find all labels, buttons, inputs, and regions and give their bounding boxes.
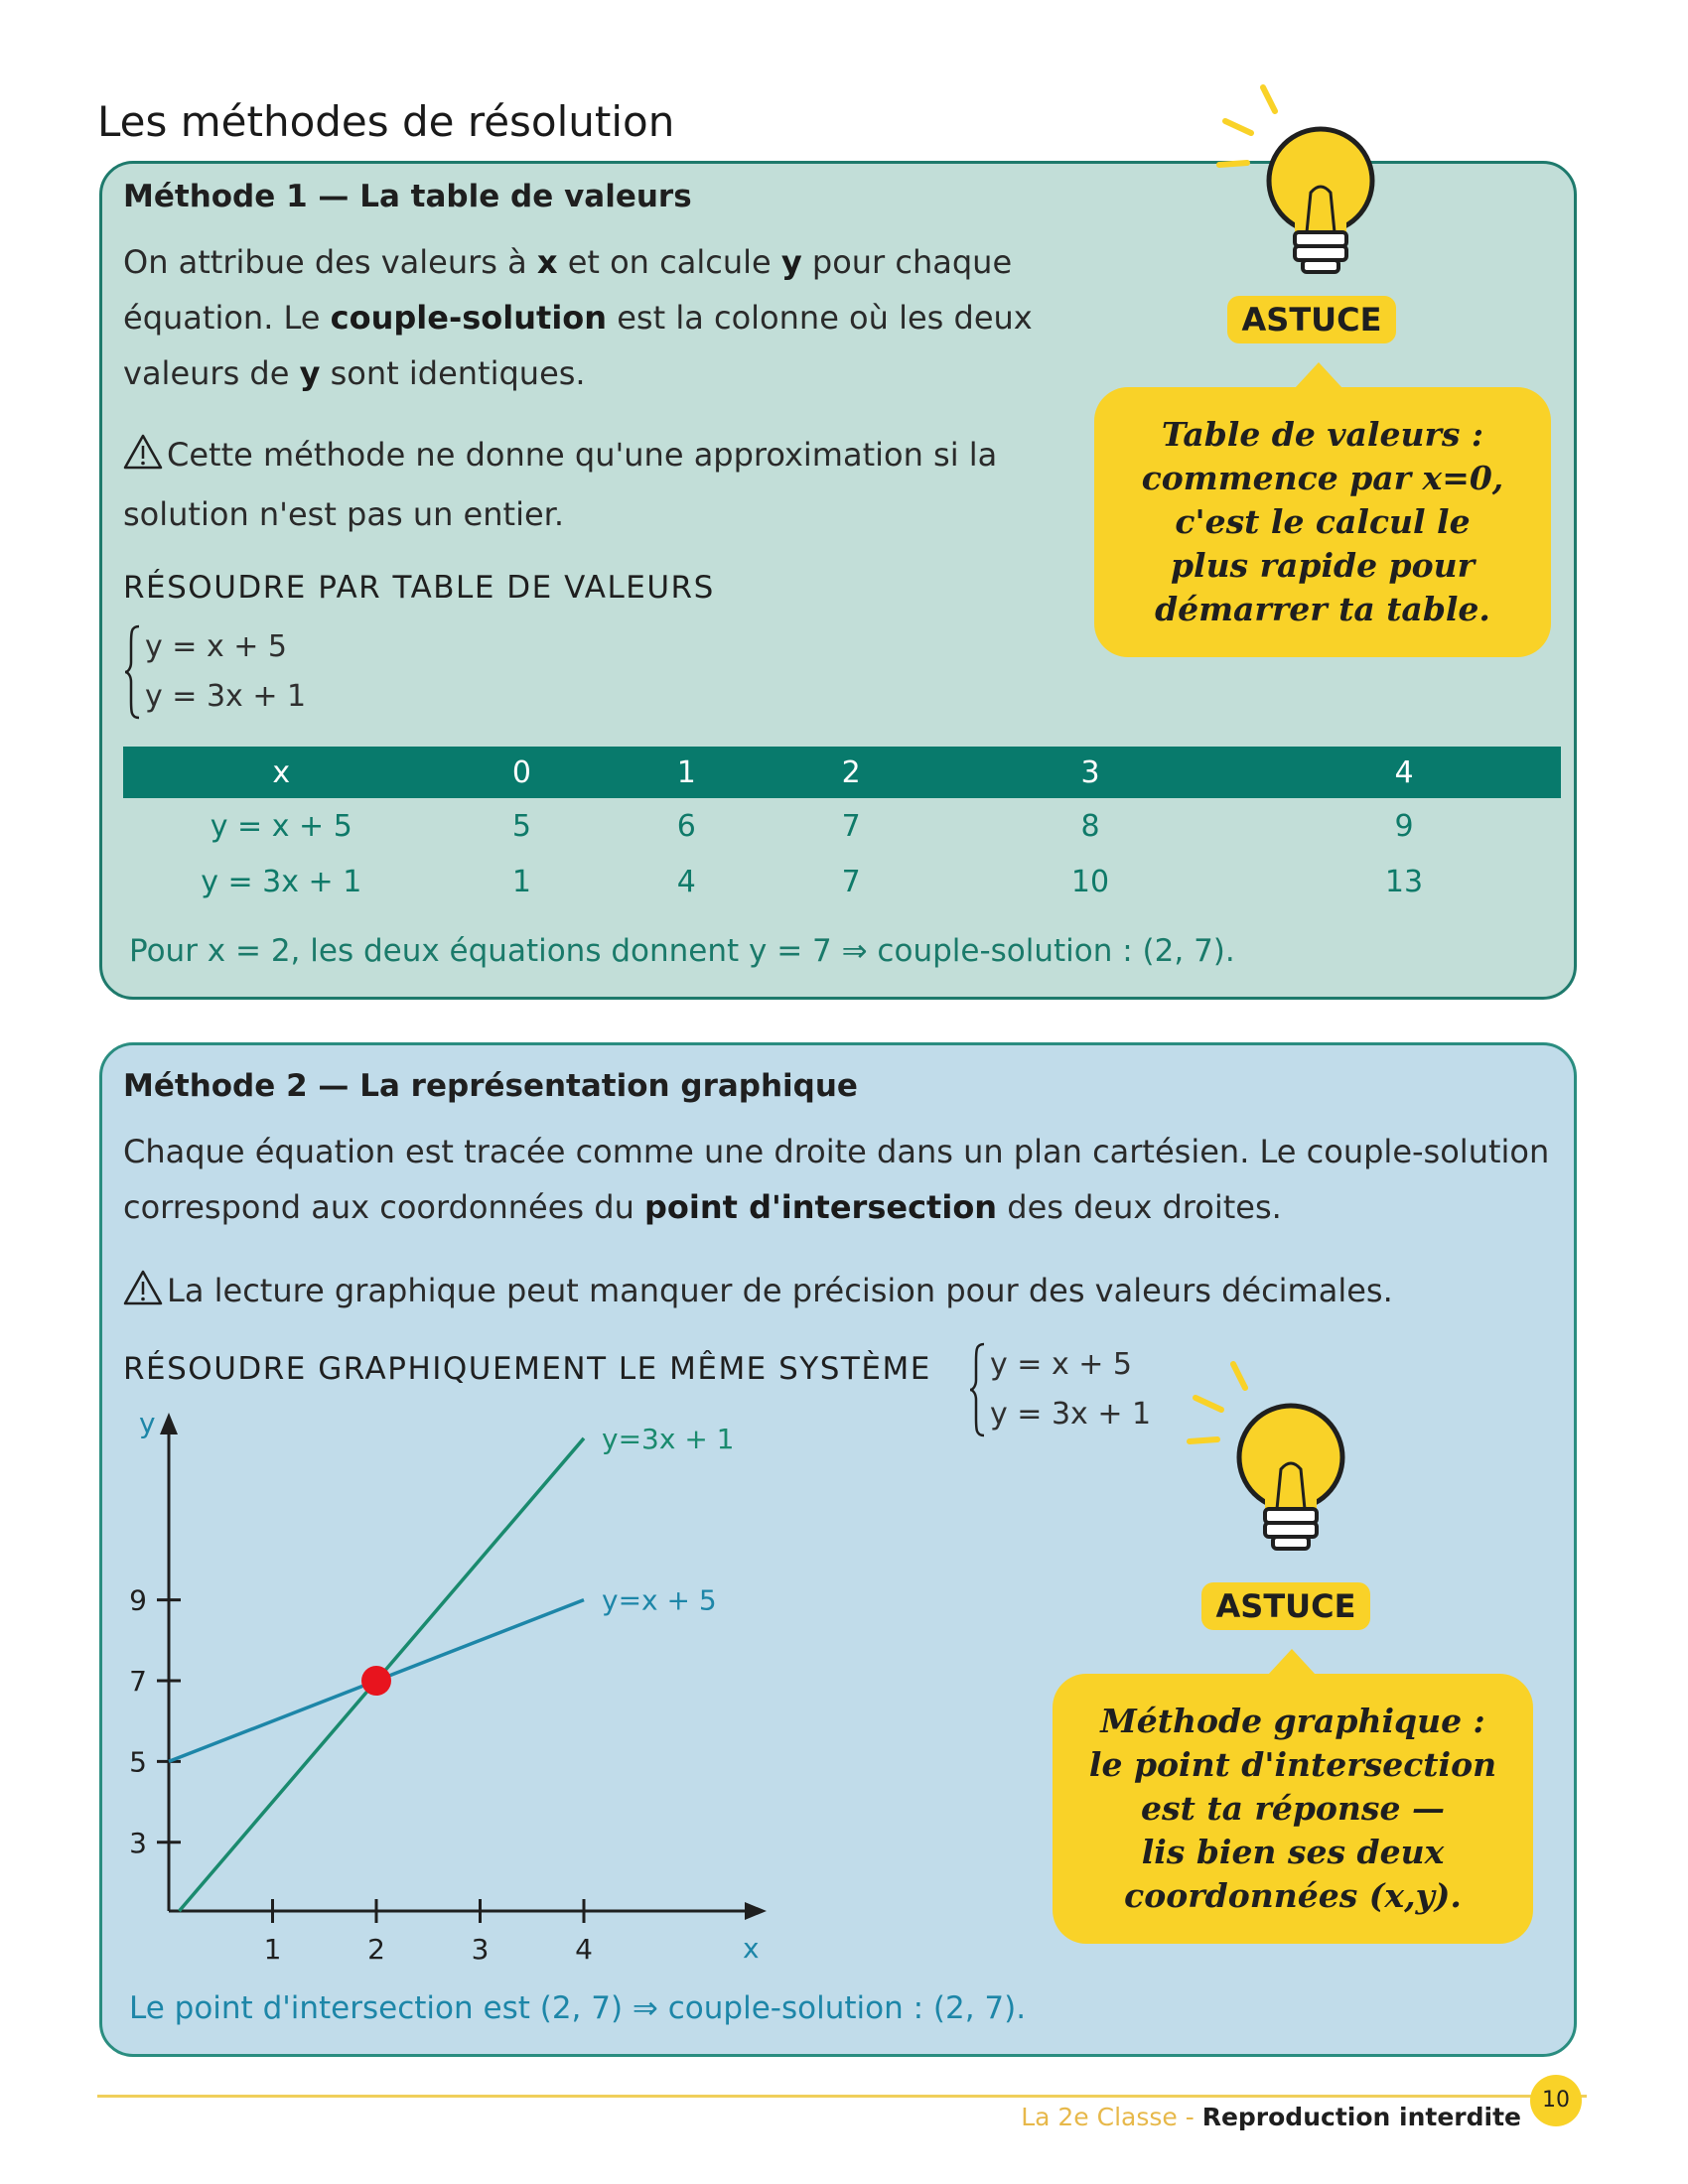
method-1-warning: Cette méthode ne donne qu'une approximation si la solution n'est pas un entier. xyxy=(123,427,1076,542)
tip-2-line: Méthode graphique : xyxy=(1100,1702,1485,1740)
table-header-row xyxy=(123,747,1561,798)
page-number: 10 xyxy=(1530,2075,1582,2126)
table-header-cell: 0 xyxy=(440,747,605,798)
y-tick-label: 9 xyxy=(129,1583,147,1617)
footer-rule xyxy=(97,2095,1587,2098)
tip-1-bubble-tail xyxy=(1295,362,1342,388)
brace-icon xyxy=(968,1340,988,1439)
series-label-2: y=x + 5 xyxy=(602,1583,717,1617)
method-1-description: On attribue des valeurs à x et on calcule y pour chaque équation. Le couple-solution est la colonne où les deux valeurs de y sont identiques. xyxy=(123,243,1033,392)
warning-icon xyxy=(123,1267,167,1322)
method-2-heading: Méthode 2 — La représentation graphique xyxy=(123,1068,858,1104)
series-label-1: y=3x + 1 xyxy=(602,1422,735,1455)
tip-1-line: Table de valeurs : xyxy=(1161,415,1484,454)
tip-2-line: le point d'intersection xyxy=(1088,1745,1497,1784)
method-1-conclusion: Pour x = 2, les deux équations donnent y = 7 ⇒ couple-solution : (2, 7). xyxy=(129,933,1235,969)
tip-1-line: c'est le calcul le xyxy=(1175,502,1471,541)
system-equation-1: y = x + 5 xyxy=(145,629,288,664)
method-1-heading: Méthode 1 — La table de valeurs xyxy=(123,179,692,214)
table-cell: 13 xyxy=(1384,864,1424,899)
tip-1-line: démarrer ta table. xyxy=(1155,590,1490,628)
table-cell: 4 xyxy=(676,864,696,899)
lightbulb-icon xyxy=(1182,1358,1360,1567)
table-row xyxy=(123,798,1561,854)
warning-icon xyxy=(123,431,167,486)
table-header-cell: 4 xyxy=(1247,747,1561,798)
system-equation-2: y = 3x + 1 xyxy=(145,679,307,714)
y-tick-label: 3 xyxy=(129,1826,147,1859)
line-chart xyxy=(119,1405,794,1976)
tip-1-line: commence par x=0, xyxy=(1141,459,1504,497)
page-title: Les méthodes de résolution xyxy=(97,97,675,146)
table-row xyxy=(123,854,1561,909)
brace-icon xyxy=(123,622,143,722)
intersection-point xyxy=(361,1666,391,1696)
table-cell: 8 xyxy=(1080,808,1100,844)
table-cell: 7 xyxy=(841,808,861,844)
tip-1-label: ASTUCE xyxy=(1227,296,1396,343)
x-tick-label: 4 xyxy=(575,1933,593,1966)
value-table xyxy=(123,747,1561,909)
lightbulb-icon xyxy=(1211,81,1390,290)
system-equation-1: y = x + 5 xyxy=(990,1347,1133,1382)
x-tick-label: 3 xyxy=(471,1933,490,1966)
table-header-cell: 2 xyxy=(769,747,933,798)
table-cell: 5 xyxy=(511,808,531,844)
table-cell: 9 xyxy=(1394,808,1414,844)
tip-2-line: est ta réponse — xyxy=(1141,1789,1445,1828)
tip-2-bubble-tail xyxy=(1268,1649,1316,1675)
tip-2-bubble xyxy=(1053,1674,1533,1944)
method-2-conclusion: Le point d'intersection est (2, 7) ⇒ couple-solution : (2, 7). xyxy=(129,1990,1027,2026)
footer xyxy=(1021,2103,1521,2131)
method-1-solve-label: RÉSOUDRE PAR TABLE DE VALEURS xyxy=(123,570,715,606)
system-equation-2: y = 3x + 1 xyxy=(990,1397,1152,1432)
y-tick-label: 7 xyxy=(129,1665,147,1699)
table-cell: y = 3x + 1 xyxy=(201,864,362,899)
table-cell: 6 xyxy=(676,808,696,844)
method-2-solve-label: RÉSOUDRE GRAPHIQUEMENT LE MÊME SYSTÈME xyxy=(123,1351,931,1387)
x-axis-label: x xyxy=(743,1932,760,1965)
table-header-cell: x xyxy=(123,747,440,798)
y-tick-label: 5 xyxy=(129,1745,147,1779)
table-header-cell: 3 xyxy=(933,747,1247,798)
tip-1-line: plus rapide pour xyxy=(1170,546,1476,585)
method-2-warning: La lecture graphique peut manquer de précision pour des valeurs décimales. xyxy=(123,1263,1563,1322)
tip-2-label: ASTUCE xyxy=(1201,1582,1370,1630)
table-header-cell: 1 xyxy=(604,747,769,798)
y-axis-arrow xyxy=(160,1413,178,1434)
table-cell: 10 xyxy=(1070,864,1110,899)
footer-rights: Reproduction interdite xyxy=(1201,2103,1521,2131)
table-cell: 7 xyxy=(841,864,861,899)
tip-2-line: coordonnées (x,y). xyxy=(1124,1876,1462,1915)
x-tick-label: 2 xyxy=(367,1933,385,1966)
method-1-system xyxy=(123,622,403,722)
y-axis-label: y xyxy=(139,1407,156,1439)
footer-brand: La 2e Classe xyxy=(1021,2103,1178,2131)
table-cell: y = x + 5 xyxy=(210,808,352,844)
x-axis-arrow xyxy=(745,1902,767,1920)
x-tick-label: 1 xyxy=(263,1933,282,1966)
table-cell: 1 xyxy=(511,864,531,899)
tip-1-bubble xyxy=(1094,387,1551,657)
tip-2-line: lis bien ses deux xyxy=(1141,1833,1445,1871)
footer-separator: - xyxy=(1177,2103,1202,2131)
method-2-description: Chaque équation est tracée comme une droite dans un plan cartésien. Le couple-solution correspond aux coordonnées du point d'intersection des deux droites. xyxy=(123,1133,1550,1226)
